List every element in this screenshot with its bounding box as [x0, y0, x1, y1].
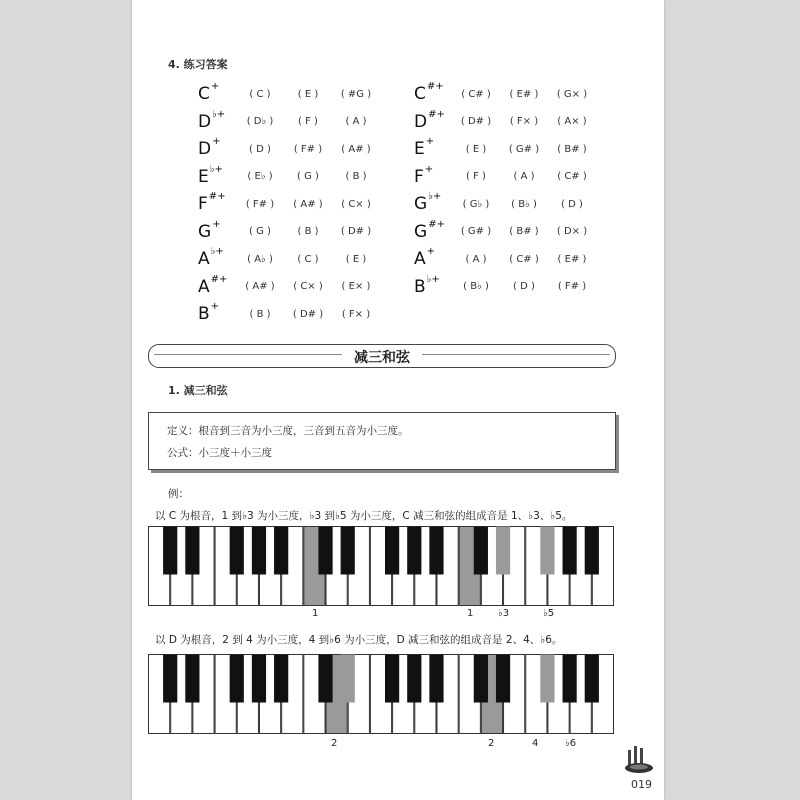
definition-text: 定义：根音到三音为小三度，三音到五音为小三度。	[167, 425, 409, 437]
section-title-exercise-answers: 4. 练习答案	[168, 58, 228, 71]
chord-note: ( B♭ )	[452, 281, 500, 292]
black-key	[341, 655, 355, 703]
chord-note: ( A )	[500, 171, 548, 182]
chord-answer-row	[414, 192, 596, 216]
example1-text: 以 C 为根音，1 到♭3 为小三度，♭3 到♭5 为小三度，C 减三和弦的组成音是 1、♭3、♭5。	[155, 510, 573, 522]
chord-note: ( D )	[500, 281, 548, 292]
chord-accidental: +	[424, 163, 434, 175]
chord-root: A	[198, 249, 210, 269]
chord-answer-row	[198, 192, 380, 216]
chord-symbol	[198, 108, 236, 132]
chord-note: ( D× )	[548, 226, 596, 237]
page-number: 019	[631, 778, 652, 791]
chord-note: ( E )	[284, 89, 332, 100]
example2-text: 以 D 为根音，2 到 4 为小三度，4 到♭6 为小三度，D 减三和弦的组成音是 2、4、♭6。	[155, 634, 563, 646]
chord-symbol	[198, 81, 236, 104]
chord-note: ( F# )	[236, 199, 284, 210]
chord-answer-row	[198, 302, 380, 326]
black-key	[274, 527, 288, 575]
chord-note: ( B# )	[500, 226, 548, 237]
chord-answer-row	[414, 220, 596, 244]
chord-accidental: ♭+	[212, 108, 226, 120]
chord-note: ( A# )	[236, 281, 284, 292]
chord-accidental: ♭+	[210, 246, 224, 257]
kb2-label: 4	[532, 738, 539, 749]
black-key	[474, 655, 488, 703]
chord-accidental: +	[210, 301, 220, 312]
chord-root: B	[198, 304, 210, 324]
kb1-label: 1	[312, 608, 319, 619]
black-key	[385, 527, 399, 575]
piano-keys	[148, 654, 614, 734]
chord-note: ( G )	[236, 226, 284, 237]
chord-note: ( G× )	[548, 89, 596, 100]
chord-note: ( A# )	[284, 199, 332, 210]
black-key	[318, 527, 332, 575]
chord-note: ( C )	[236, 89, 284, 100]
chord-accidental: +	[210, 81, 220, 92]
chord-root: E	[414, 139, 425, 159]
chord-root: E	[198, 166, 209, 187]
chord-note: ( E# )	[500, 89, 548, 100]
black-key	[407, 655, 421, 703]
chord-symbol	[414, 273, 452, 297]
chord-note: ( E× )	[332, 281, 380, 292]
chord-note: ( A )	[452, 254, 500, 265]
chord-answer-row	[414, 165, 596, 189]
chord-symbol	[198, 301, 236, 324]
chord-note: ( C# )	[452, 89, 500, 100]
chord-note: ( F# )	[548, 281, 596, 292]
kb2-label: 2	[331, 738, 338, 749]
black-key	[496, 527, 510, 575]
black-key	[385, 655, 399, 703]
chord-root: G	[414, 221, 428, 242]
chord-symbol	[414, 191, 452, 214]
chord-root: C	[414, 84, 426, 104]
chord-note: ( F× )	[332, 309, 380, 320]
chord-accidental: ♭+	[426, 273, 440, 285]
chord-note: ( D )	[548, 199, 596, 210]
kb1-label: ♭3	[498, 608, 510, 619]
chord-note: ( C# )	[500, 254, 548, 265]
chord-root: B	[414, 276, 426, 297]
chord-note: ( A )	[332, 116, 380, 127]
black-key	[230, 527, 244, 575]
black-key	[563, 527, 577, 575]
piano-keyboard-d-diminished	[148, 654, 614, 734]
black-key	[563, 655, 577, 703]
chord-answer-row	[198, 137, 380, 161]
chord-note: ( D# )	[452, 116, 500, 127]
subsection-title: 1. 减三和弦	[168, 384, 228, 397]
chord-note: ( B )	[236, 309, 284, 320]
kb1-label: 1	[467, 608, 474, 619]
piano-keys	[148, 526, 614, 606]
chord-answer-row	[198, 110, 380, 134]
chord-accidental: ♭+	[209, 163, 223, 175]
black-key	[252, 527, 266, 575]
chord-answer-row	[198, 165, 380, 189]
chord-accidental: +	[425, 136, 435, 147]
chord-note: ( B# )	[548, 144, 596, 155]
chord-root: D	[414, 111, 428, 132]
chord-answer-row	[414, 110, 596, 134]
black-key	[185, 655, 199, 703]
chord-note: ( F× )	[500, 116, 548, 127]
definition-box	[148, 412, 616, 470]
chord-note: ( D )	[236, 144, 284, 155]
chord-note: ( B♭ )	[500, 199, 548, 210]
example-label: 例：	[168, 488, 189, 500]
black-key	[341, 527, 355, 575]
chord-symbol	[414, 218, 452, 242]
chord-accidental: #+	[426, 81, 444, 92]
chord-note: ( E )	[452, 144, 500, 155]
chord-root: D	[198, 111, 212, 132]
chord-root: C	[198, 84, 210, 104]
chord-note: ( E# )	[548, 254, 596, 265]
chord-note: ( B )	[284, 226, 332, 237]
black-key	[230, 655, 244, 703]
chord-note: ( B )	[332, 171, 380, 182]
chord-accidental: +	[212, 136, 221, 147]
chord-note: ( A# )	[332, 144, 380, 155]
chord-symbol	[414, 108, 452, 132]
chord-symbol	[198, 163, 236, 187]
chord-root: G	[198, 221, 212, 242]
chord-symbol	[198, 218, 236, 242]
black-key	[429, 655, 443, 703]
chord-symbol	[414, 163, 452, 187]
chord-note: ( A× )	[548, 116, 596, 127]
chord-note: ( C )	[284, 254, 332, 265]
black-key	[407, 527, 421, 575]
chord-accidental: #+	[428, 218, 445, 230]
black-key	[318, 655, 332, 703]
chord-accidental: #+	[208, 191, 226, 202]
black-key	[585, 655, 599, 703]
piano-keyboard-c-diminished	[148, 526, 614, 606]
chord-symbol	[198, 246, 236, 269]
chord-note: ( C× )	[284, 281, 332, 292]
chord-root: D	[198, 139, 212, 159]
chord-root: A	[198, 276, 210, 297]
chord-root: F	[198, 194, 208, 214]
chord-accidental: #+	[428, 108, 445, 120]
chord-note: ( D♭ )	[236, 116, 284, 127]
chord-symbol	[414, 136, 452, 159]
kb2-label: ♭6	[565, 738, 577, 749]
chord-note: ( D# )	[332, 226, 380, 237]
chord-symbol	[198, 191, 236, 214]
chord-answer-row	[198, 82, 380, 106]
chord-note: ( F )	[452, 171, 500, 182]
black-key	[429, 527, 443, 575]
chord-note: ( G )	[284, 171, 332, 182]
black-key	[474, 527, 488, 575]
chord-answer-row	[414, 137, 596, 161]
black-key	[540, 527, 554, 575]
chord-root: G	[414, 194, 428, 214]
chord-answer-row	[414, 247, 596, 271]
chord-symbol	[198, 273, 236, 297]
chord-note: ( G# )	[500, 144, 548, 155]
chord-answer-row	[414, 275, 596, 299]
chord-accidental: +	[212, 218, 221, 230]
mascot-icon	[622, 744, 658, 778]
kb2-label: 2	[488, 738, 495, 749]
chord-answer-row	[414, 82, 596, 106]
chord-note: ( C# )	[548, 171, 596, 182]
black-key	[252, 655, 266, 703]
black-key	[540, 655, 554, 703]
chord-root: F	[414, 166, 424, 187]
chord-note: ( F )	[284, 116, 332, 127]
chord-note: ( A♭ )	[236, 254, 284, 265]
chord-note: ( #G )	[332, 89, 380, 100]
chord-note: ( C× )	[332, 199, 380, 210]
chord-accidental: +	[426, 246, 436, 257]
black-key	[185, 527, 199, 575]
banner-title: 减三和弦	[342, 350, 422, 366]
chord-symbol	[198, 136, 236, 159]
chord-note: ( E♭ )	[236, 171, 284, 182]
chord-answer-row	[198, 220, 380, 244]
chord-accidental: #+	[210, 273, 228, 285]
chord-note: ( E )	[332, 254, 380, 265]
chord-root: A	[414, 249, 426, 269]
black-key	[585, 527, 599, 575]
chord-note: ( F# )	[284, 144, 332, 155]
section-banner	[148, 344, 616, 368]
chord-answer-row	[198, 247, 380, 271]
chord-symbol	[414, 246, 452, 269]
black-key	[496, 655, 510, 703]
chord-note: ( D# )	[284, 309, 332, 320]
black-key	[163, 527, 177, 575]
chord-note: ( G# )	[452, 226, 500, 237]
chord-accidental: ♭+	[428, 191, 442, 202]
kb1-label: ♭5	[543, 608, 555, 619]
formula-text: 公式：小三度＋小三度	[167, 447, 272, 459]
chord-note: ( G♭ )	[452, 199, 500, 210]
chord-answer-row	[198, 275, 380, 299]
black-key	[274, 655, 288, 703]
black-key	[163, 655, 177, 703]
chord-symbol	[414, 81, 452, 104]
